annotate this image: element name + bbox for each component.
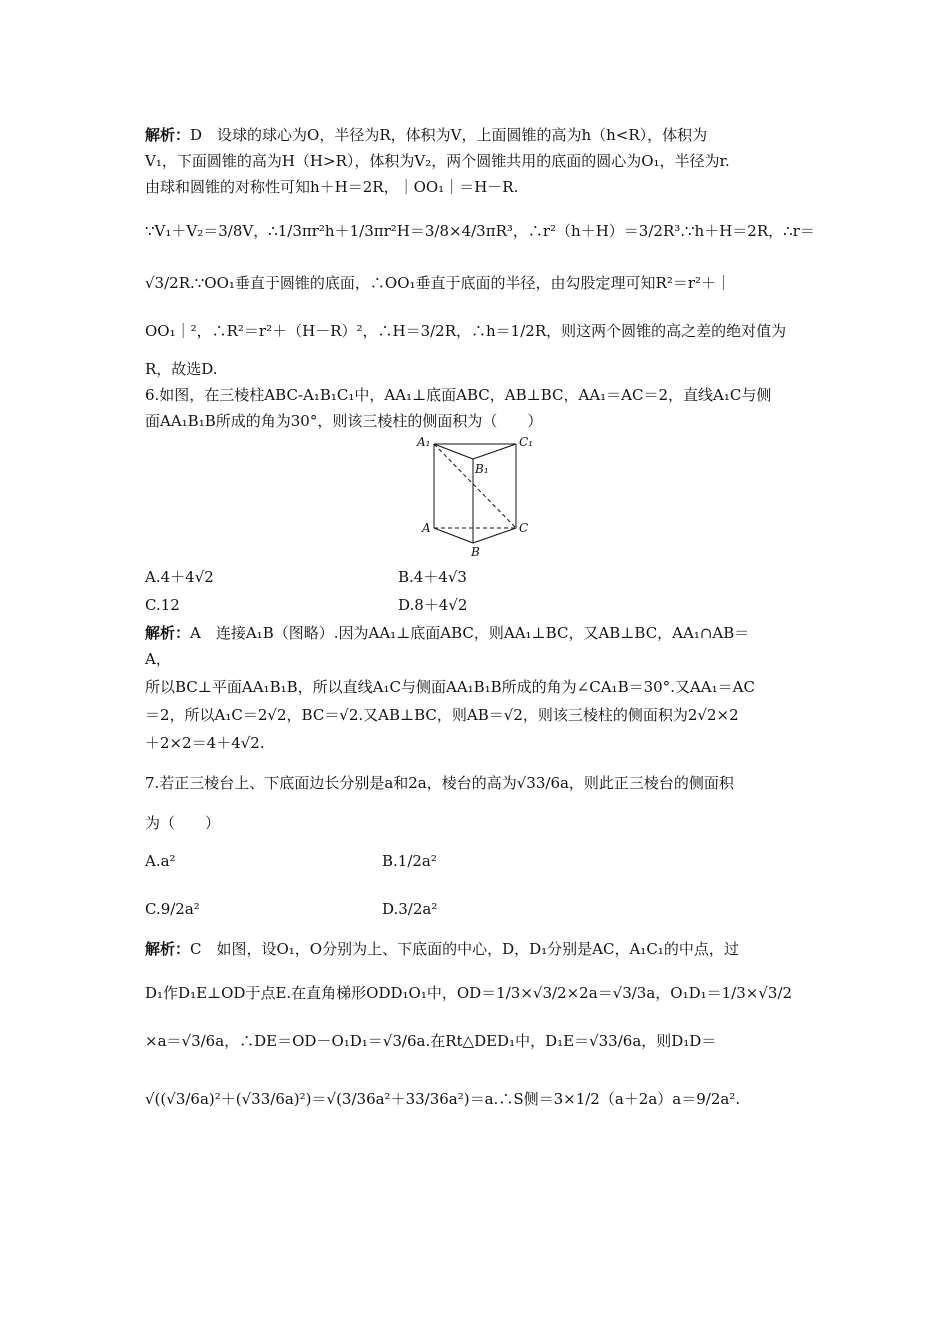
solution-label: 解析： bbox=[145, 940, 191, 958]
label-A: A bbox=[422, 521, 431, 535]
label-B: B bbox=[471, 545, 480, 559]
solution-7-line-4: √((√3/6a)²＋(√33/6a)²)＝√(3/36a²＋33/36a²)＝a.∴S侧＝3×1/2（a＋2a）a＝9/2a². bbox=[145, 1090, 741, 1108]
solution-7-line-1: 解析：C 如图，设O₁，O分别为上、下底面的中心，D，D₁分别是AC，A₁C₁的中点，过 bbox=[145, 940, 739, 958]
option-a: A.4＋4√2 bbox=[145, 568, 214, 586]
solution-7-line-2: D₁作D₁E⊥OD于点E.在直角梯形ODD₁O₁中，OD＝1/3×√3/2×2a＝√3/3a，O₁D₁＝1/3×√3/2 bbox=[145, 984, 793, 1002]
q7-option-c: C.9/2a² bbox=[145, 900, 200, 918]
label-B1: B₁ bbox=[475, 462, 489, 476]
solution-6-line-2: A， bbox=[145, 650, 171, 668]
prism-figure bbox=[415, 432, 540, 560]
solution-5-line-2: V₁，下面圆锥的高为H（H>R），体积为V₂，两个圆锥共用的底面的圆心为O₁，半径为r. bbox=[145, 152, 730, 170]
q7-option-b: B.1/2a² bbox=[382, 852, 437, 870]
q7-option-d: D.3/2a² bbox=[382, 900, 438, 918]
solution-5-line-3: 由球和圆锥的对称性可知h＋H＝2R，｜OO₁｜＝H－R. bbox=[145, 178, 519, 196]
solution-5-line-6: OO₁｜²，∴R²＝r²＋（H－R）²，∴H＝3/2R，∴h＝1/2R，则这两个圆锥的高之差的绝对值为 bbox=[145, 322, 787, 340]
solution-5-line-4: ∵V₁＋V₂＝3/8V，∴1/3πr²h＋1/3πr²H＝3/8×4/3πR³，∴r²（h＋H）＝3/2R³.∵h＋H＝2R，∴r＝ bbox=[145, 222, 815, 240]
question-7-line-2: 为（ ） bbox=[145, 814, 221, 832]
solution-6-line-5: ＋2×2＝4＋4√2. bbox=[145, 734, 265, 752]
option-b: B.4＋4√3 bbox=[398, 568, 467, 586]
question-6-line-1: 6.如图，在三棱柱ABC-A₁B₁C₁中，AA₁⊥底面ABC，AB⊥BC，AA₁＝AC＝2，直线A₁C与侧 bbox=[145, 386, 772, 404]
solution-7-line-3: ×a＝√3/6a，∴DE＝OD－O₁D₁＝√3/6a.在Rt△DED₁中，D₁E＝√33/6a，则D₁D＝ bbox=[145, 1032, 717, 1050]
question-6-line-2: 面AA₁B₁B所成的角为30°，则该三棱柱的侧面积为（ ） bbox=[145, 412, 543, 430]
solution-5-line-5: √3/2R.∵OO₁垂直于圆锥的底面，∴OO₁垂直于底面的半径，由勾股定理可知R²＝r²＋｜ bbox=[145, 274, 732, 292]
solution-6-line-4: ＝2，所以A₁C＝2√2，BC＝√2.又AB⊥BC，则AB＝√2，则该三棱柱的侧面积为2√2×2 bbox=[145, 706, 739, 724]
solution-6-line-1: 解析：A 连接A₁B（图略）.因为AA₁⊥底面ABC，则AA₁⊥BC，又AB⊥BC，AA₁∩AB＝ bbox=[145, 624, 750, 642]
solution-label: 解析： bbox=[145, 126, 191, 144]
solution-label: 解析： bbox=[145, 624, 191, 642]
solution-5-line-7: R，故选D. bbox=[145, 360, 218, 378]
option-d: D.8＋4√2 bbox=[398, 596, 468, 614]
solution-5-line-1: 解析：D 设球的球心为O，半径为R，体积为V，上面圆锥的高为h（h<R），体积为 bbox=[145, 126, 708, 144]
label-C1: C₁ bbox=[519, 435, 533, 449]
label-C: C bbox=[519, 521, 529, 535]
option-c: C.12 bbox=[145, 596, 180, 614]
label-A1: A₁ bbox=[417, 435, 431, 449]
solution-6-line-3: 所以BC⊥平面AA₁B₁B，所以直线A₁C与侧面AA₁B₁B所成的角为∠CA₁B＝30°.又AA₁＝AC bbox=[145, 678, 755, 696]
q7-option-a: A.a² bbox=[145, 852, 176, 870]
question-7-line-1: 7.若正三棱台上、下底面边长分别是a和2a，棱台的高为√33/6a，则此正三棱台的侧面积 bbox=[145, 774, 734, 792]
